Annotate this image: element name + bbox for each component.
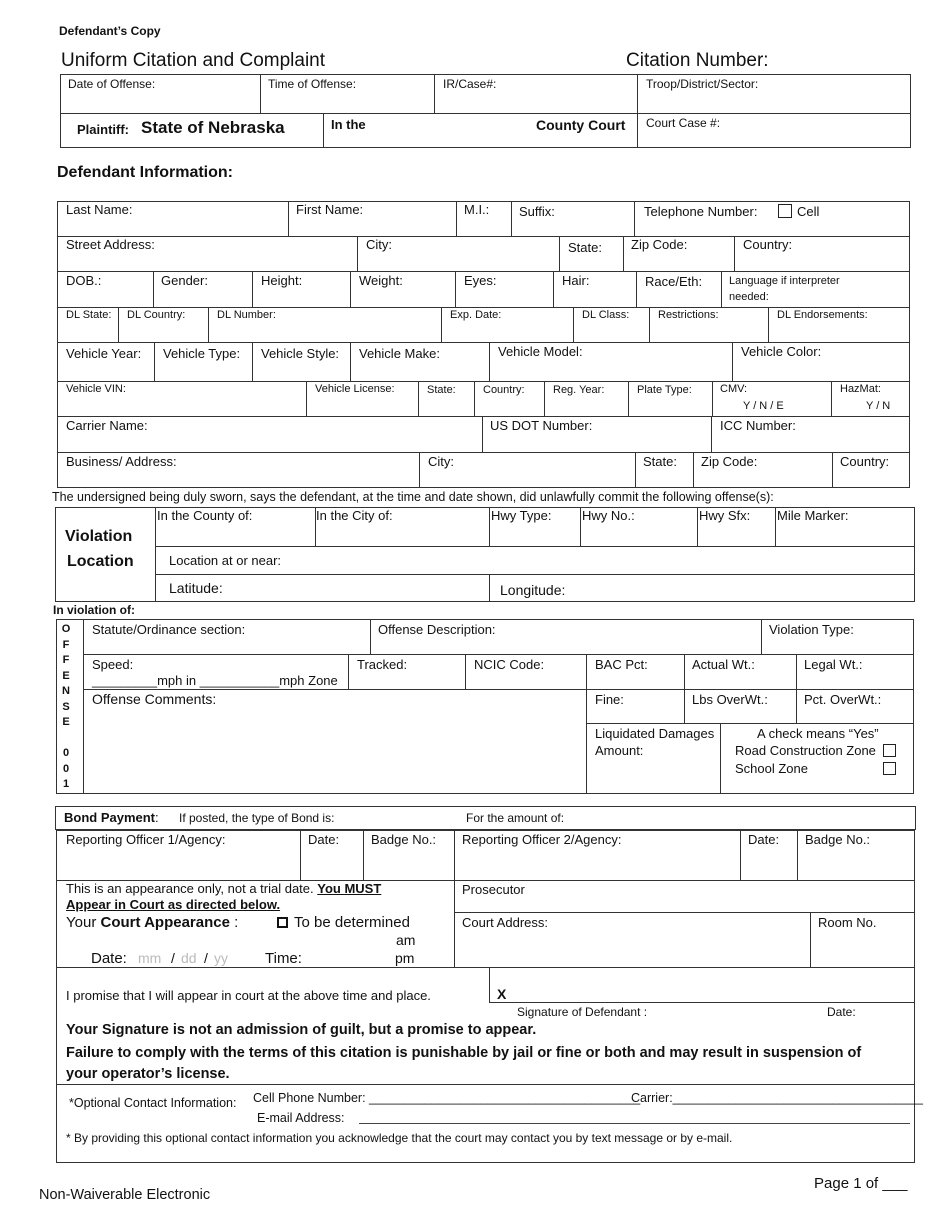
cell-checkbox[interactable]: [778, 204, 792, 218]
road-construction-checkbox[interactable]: [883, 744, 896, 757]
officer2-date-field[interactable]: Date:: [748, 832, 780, 847]
in-the-label: In the: [331, 117, 366, 132]
weight-field[interactable]: Weight:: [359, 273, 403, 288]
citation-number-label: Citation Number:: [626, 50, 769, 71]
am-option[interactable]: am: [396, 932, 416, 948]
restrictions-field[interactable]: Restrictions:: [658, 309, 719, 321]
court-case-field[interactable]: Court Case #:: [646, 116, 721, 130]
carrier-name-field[interactable]: Carrier Name:: [66, 418, 148, 433]
gender-field[interactable]: Gender:: [161, 273, 208, 288]
room-no-field[interactable]: Room No.: [818, 915, 877, 930]
defendant-heading: Defendant Information:: [57, 164, 233, 181]
ir-case-field[interactable]: IR/Case#:: [443, 77, 497, 91]
dl-endorsements-field[interactable]: DL Endorsements:: [777, 309, 868, 321]
officer2-badge-field[interactable]: Badge No.:: [805, 832, 871, 847]
offense-comments-field[interactable]: Offense Comments:: [92, 691, 217, 707]
signature-notice: Your Signature is not an admission of guilt, but a promise to appear.: [66, 1022, 537, 1038]
state-field[interactable]: State:: [568, 240, 602, 255]
offense-side-letter: O: [61, 623, 71, 635]
telephone-field[interactable]: Telephone Number:: [644, 204, 758, 219]
school-zone-checkbox[interactable]: [883, 762, 896, 775]
offense-side-letters: [56, 622, 83, 793]
speed-field[interactable]: Speed:: [92, 657, 134, 672]
business-state-field[interactable]: State:: [643, 454, 677, 469]
officer2-field[interactable]: Reporting Officer 2/Agency:: [462, 832, 622, 847]
plaintiff-value: State of Nebraska: [141, 118, 285, 137]
pm-option[interactable]: pm: [395, 950, 415, 966]
carrier-field[interactable]: Carrier:____________________________________: [631, 1091, 923, 1105]
hazmat-options[interactable]: Y / N: [866, 400, 891, 412]
statute-field[interactable]: Statute/Ordinance section:: [92, 622, 246, 637]
cell-label: Cell: [797, 204, 820, 219]
exp-date-field[interactable]: Exp. Date:: [450, 309, 502, 321]
latitude-field[interactable]: Latitude:: [169, 580, 223, 596]
signature-label: Signature of Defendant :: [517, 1005, 648, 1019]
hair-field[interactable]: Hair:: [562, 273, 590, 288]
offense-side-letter: S: [62, 700, 70, 713]
officer1-field[interactable]: Reporting Officer 1/Agency:: [66, 832, 226, 847]
offense-side-letter: [56, 731, 76, 747]
road-construction-label: Road Construction Zone: [735, 743, 876, 758]
hwy-sfx-field[interactable]: Hwy Sfx:: [699, 508, 751, 523]
troop-field[interactable]: Troop/District/Sector:: [646, 77, 759, 91]
offense-side-letter: 0: [62, 762, 70, 775]
zip-field[interactable]: Zip Code:: [631, 237, 688, 252]
vehicle-color-field[interactable]: Vehicle Color:: [741, 344, 822, 359]
violation-title-2: Location: [67, 553, 134, 570]
officer1-badge-field[interactable]: Badge No.:: [371, 832, 437, 847]
check-means-label: A check means “Yes”: [757, 726, 879, 741]
bond-type-field[interactable]: If posted, the type of Bond is:: [179, 811, 335, 825]
liquidated-amount-field[interactable]: Amount:: [595, 743, 644, 758]
cell-phone-field[interactable]: Cell Phone Number: _______________________________________: [253, 1091, 641, 1105]
location-near-field[interactable]: Location at or near:: [169, 553, 282, 568]
pct-overwt-field[interactable]: Pct. OverWt.:: [804, 692, 882, 707]
legal-wt-field[interactable]: Legal Wt.:: [804, 657, 863, 672]
business-zip-field[interactable]: Zip Code:: [701, 454, 758, 469]
failure-notice: Failure to comply with the terms of this citation is punishable by jail or fine or both and may result in suspension of your operator’s license.: [66, 1045, 862, 1082]
violation-title-1: Violation: [65, 528, 133, 545]
offense-side-letter: E: [62, 669, 70, 682]
offense-side-letter: F: [62, 654, 70, 666]
vehicle-country-field[interactable]: Country:: [483, 384, 525, 396]
plaintiff-label: Plaintiff:: [77, 122, 129, 137]
school-zone-label: School Zone: [735, 761, 808, 776]
city-field[interactable]: City:: [366, 237, 392, 252]
dl-class-field[interactable]: DL Class:: [582, 309, 630, 321]
vehicle-state-field[interactable]: State:: [427, 384, 456, 396]
vehicle-style-field[interactable]: Vehicle Style:: [261, 346, 340, 361]
race-field[interactable]: Race/Eth:: [645, 274, 703, 289]
hwy-no-field[interactable]: Hwy No.:: [582, 508, 635, 523]
court-date-label: Date:: [91, 950, 127, 967]
contact-disclaimer: * By providing this optional contact information you acknowledge that the court may contact you by text message or by e-mail.: [66, 1131, 733, 1145]
bac-pct-field[interactable]: BAC Pct:: [595, 657, 648, 672]
court-date-month[interactable]: mm: [138, 950, 162, 966]
appearance-notice: This is an appearance only, not a trial date. You MUST: [66, 881, 382, 896]
optional-contact-label: *Optional Contact Information:: [69, 1096, 237, 1110]
offense-side-letter: N: [62, 685, 70, 697]
court-date-day[interactable]: dd: [181, 950, 197, 966]
language-field[interactable]: Language if interpreter needed:: [729, 275, 840, 303]
vin-field[interactable]: Vehicle VIN:: [66, 383, 126, 395]
vehicle-make-field[interactable]: Vehicle Make:: [359, 346, 440, 361]
bond-amount-field[interactable]: For the amount of:: [466, 811, 565, 825]
hazmat-field[interactable]: HazMat:: [840, 383, 881, 395]
court-appearance-label: Your Court Appearance :: [66, 914, 239, 931]
dl-number-field[interactable]: DL Number:: [217, 309, 276, 321]
time-of-offense-field[interactable]: Time of Offense:: [268, 77, 357, 91]
offense-side-letter: E: [62, 716, 70, 728]
offense-side-letter: 0: [62, 747, 70, 759]
in-violation-of-label: In violation of:: [53, 603, 135, 617]
hwy-type-field[interactable]: Hwy Type:: [491, 508, 552, 523]
offense-description-field[interactable]: Offense Description:: [378, 622, 496, 637]
lbs-overwt-field[interactable]: Lbs OverWt.:: [692, 692, 768, 707]
email-label: E-mail Address:: [257, 1111, 345, 1125]
bond-payment-label: Bond Payment:: [64, 810, 159, 825]
dob-field[interactable]: DOB.:: [66, 273, 102, 288]
us-dot-field[interactable]: US DOT Number:: [490, 418, 593, 433]
tbd-label: To be determined: [294, 914, 410, 931]
date-slash-1: /: [171, 950, 175, 966]
copy-label: Defendant’s Copy: [59, 24, 161, 38]
eyes-field[interactable]: Eyes:: [464, 273, 497, 288]
vehicle-model-field[interactable]: Vehicle Model:: [498, 344, 583, 359]
business-city-field[interactable]: City:: [428, 454, 454, 469]
mile-marker-field[interactable]: Mile Marker:: [777, 508, 849, 523]
form-title: Uniform Citation and Complaint: [61, 50, 326, 71]
tracked-field[interactable]: Tracked:: [357, 657, 408, 672]
street-address-field[interactable]: Street Address:: [66, 237, 155, 252]
offense-side-letter: 1: [62, 778, 70, 790]
last-name-field[interactable]: Last Name:: [66, 202, 133, 217]
page-indicator: Page 1 of ___: [814, 1175, 908, 1192]
tbd-checkbox[interactable]: [277, 917, 288, 928]
icc-field[interactable]: ICC Number:: [720, 418, 796, 433]
court-time-field[interactable]: Time:: [265, 950, 302, 967]
liquidated-damages-label: Liquidated Damages: [595, 726, 715, 741]
prosecutor-field[interactable]: Prosecutor: [462, 882, 525, 897]
court-address-field[interactable]: Court Address:: [462, 915, 548, 930]
signature-x[interactable]: X: [497, 986, 507, 1002]
date-of-offense-field[interactable]: Date of Offense:: [68, 77, 156, 91]
violation-type-field[interactable]: Violation Type:: [769, 622, 854, 637]
county-court-label: County Court: [536, 117, 626, 133]
dl-state-field[interactable]: DL State:: [66, 309, 112, 321]
cmv-options[interactable]: Y / N / E: [743, 400, 784, 412]
vehicle-license-field[interactable]: Vehicle License:: [315, 383, 395, 395]
first-name-field[interactable]: First Name:: [296, 202, 364, 217]
reg-year-field[interactable]: Reg. Year:: [553, 384, 605, 396]
business-country-field[interactable]: Country:: [840, 454, 890, 469]
vehicle-year-field[interactable]: Vehicle Year:: [66, 346, 142, 361]
actual-wt-field[interactable]: Actual Wt.:: [692, 657, 755, 672]
city-of-field[interactable]: In the City of:: [316, 508, 393, 523]
email-input-line[interactable]: [359, 1123, 910, 1124]
date-slash-2: /: [204, 950, 208, 966]
ncic-code-field[interactable]: NCIC Code:: [474, 657, 545, 672]
officer1-date-field[interactable]: Date:: [308, 832, 340, 847]
speed-zone-line[interactable]: _________mph in ___________mph Zone: [92, 673, 338, 688]
court-date-year[interactable]: yy: [214, 950, 228, 966]
signature-date-label: Date:: [827, 1005, 856, 1019]
county-of-field[interactable]: In the County of:: [157, 508, 253, 523]
dl-country-field[interactable]: DL Country:: [127, 309, 186, 321]
footer-left: Non-Waiverable Electronic: [39, 1187, 211, 1203]
plate-type-field[interactable]: Plate Type:: [637, 384, 692, 396]
sworn-statement: The undersigned being duly sworn, says the defendant, at the time and date shown, did unlawfully commit the following offense(s):: [52, 490, 774, 504]
longitude-field[interactable]: Longitude:: [500, 582, 566, 598]
cmv-field[interactable]: CMV:: [720, 383, 748, 395]
height-field[interactable]: Height:: [261, 273, 303, 288]
promise-text: I promise that I will appear in court at the above time and place.: [66, 988, 431, 1003]
vehicle-type-field[interactable]: Vehicle Type:: [163, 346, 241, 361]
offense-side-letter: F: [62, 638, 70, 651]
appear-directed: Appear in Court as directed below.: [66, 897, 281, 912]
suffix-field[interactable]: Suffix:: [519, 204, 555, 219]
business-address-field[interactable]: Business/ Address:: [66, 454, 177, 469]
fine-field[interactable]: Fine:: [595, 692, 624, 707]
mi-field[interactable]: M.I.:: [464, 202, 490, 217]
country-field[interactable]: Country:: [743, 237, 793, 252]
